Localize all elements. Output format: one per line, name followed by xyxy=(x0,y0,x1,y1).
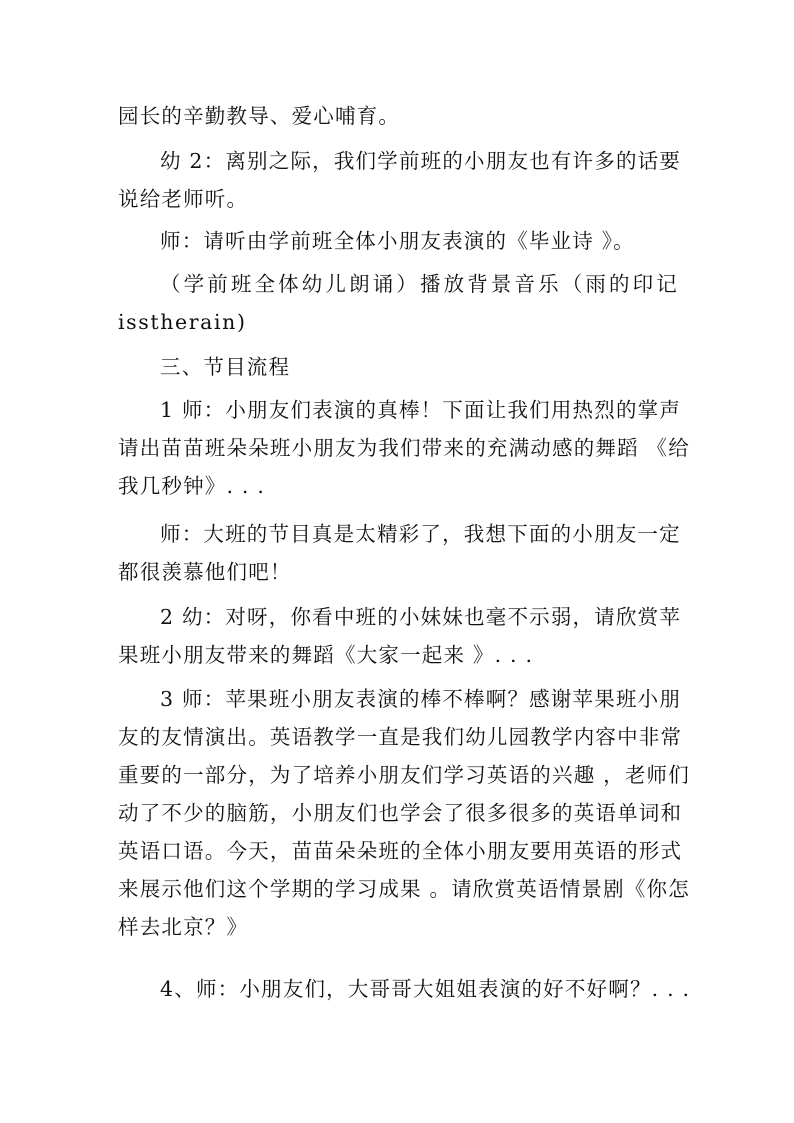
text-line: 动了不少的脑筋，小朋友们也学会了很多很多的英语单词和 xyxy=(118,801,683,825)
paragraph xyxy=(118,680,690,946)
text-line: 英语口语。今天，苗苗朵朵班的全体小朋友要用英语的形式 xyxy=(118,839,683,863)
text-line: 果班小朋友带来的舞蹈《大家一起来 》. . . xyxy=(118,643,534,667)
text-line: 园长的辛勤教导、爱心哺育。 xyxy=(118,104,401,128)
text-line: 我几秒钟》. . . xyxy=(118,474,266,498)
paragraph xyxy=(118,391,690,505)
text-line: 样去北京？》 xyxy=(118,915,249,939)
text-line: （学前班全体幼儿朗诵）播放背景音乐（雨的印记 xyxy=(160,272,678,296)
text-line: 都很羡慕他们吧！ xyxy=(118,560,292,584)
text-line: 3 师：苹果班小朋友表演的棒不棒啊？感谢苹果班小朋 xyxy=(160,687,682,711)
paragraph xyxy=(118,222,678,260)
paragraph xyxy=(118,97,678,135)
section-heading xyxy=(118,348,678,386)
text-line: 1 师：小朋友们表演的真棒！下面让我们用热烈的掌声 xyxy=(160,398,682,422)
paragraph xyxy=(118,142,682,218)
text-line: 幼 2：离别之际，我们学前班的小朋友也有许多的话要 xyxy=(160,149,682,173)
text-line: 师：大班的节目真是太精彩了，我想下面的小朋友一定 xyxy=(160,522,681,546)
text-line: 2 幼：对呀，你看中班的小妹妹也毫不示弱，请欣赏苹 xyxy=(160,605,682,629)
text-line: isstherain) xyxy=(118,310,247,334)
text-line: 友的友情演出。英语教学一直是我们幼儿园教学内容中非常 xyxy=(118,725,683,749)
text-line: 师：请听由学前班全体小朋友表演的《毕业诗 》。 xyxy=(160,229,635,253)
paragraph xyxy=(118,598,682,674)
text-line: 说给老师听。 xyxy=(118,187,249,211)
paragraph xyxy=(118,970,691,1008)
text-line: 请出苗苗班朵朵班小朋友为我们带来的充满动感的舞蹈 《给 xyxy=(118,436,690,460)
paragraph xyxy=(118,515,681,591)
text-line: 重要的一部分，为了培养小朋友们学习英语的兴趣 ，老师们 xyxy=(118,763,690,787)
text-line: 4、师：小朋友们，大哥哥大姐姐表演的好不好啊？. . . xyxy=(160,977,691,1001)
paragraph xyxy=(118,265,678,341)
text-line: 来展示他们这个学期的学习成果 。请欣赏英语情景剧《你怎 xyxy=(118,877,690,901)
text-line: 三、节目流程 xyxy=(160,355,291,379)
